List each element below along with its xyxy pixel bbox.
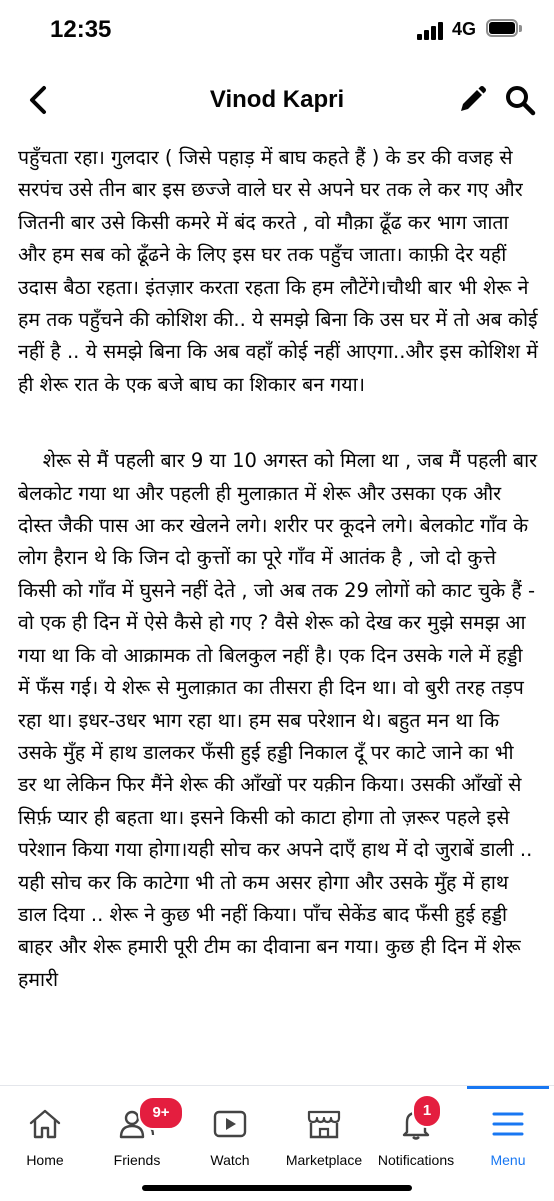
tab-label: Notifications bbox=[377, 1152, 455, 1168]
home-icon bbox=[27, 1106, 63, 1142]
status-bar bbox=[0, 0, 554, 62]
post-paragraph: शेरू से मैं पहली बार 9 या 10 अगस्त को मिला था , जब मैं पहली बार बेलकोट गया था और पहली ही मुलाक़ात में शेरू और उसका एक और दोस्त जैकी पास आ कर खेलने लगे। शरीर पर कूदने लगे। बेलकोट गाँव के लोग हैरान थे कि जिन दो कुत्तों का पूरे गाँव में आतंक है , जो दो कुत्ते किसी को गाँव में घुसने नहीं देते , जो अब तक 29 लोगों को काट चुके हैं - वो एक ही दिन में ऐसे कैसे हो गए ? वैसे शेरू को देख कर मुझे समझ आ गया था कि वो आक्रामक तो बिलकुल नहीं है। एक दिन उसके गले में हड्डी में फँस गई। ये शेरू से मुलाक़ात का तीसरा ही दिन था। वो बुरी तरह तड़प रहा था। इधर-उधर भाग रहा था। हम सब परेशान थे। बहुत मन था कि उसके मुँह में हाथ डालकर फँसी हुई हड्डी निकाल दूँ पर काटे जाने का भी डर था लेकिन फिर मैंने शेरू की आँखों पर यक़ीन किया। उसकी आँखों से सिर्फ़ प्यार ही बहता था। इसने किसी को काटा होगा तो ज़रूर पहले इसे परेशान किया गया होगा।यही सोच कर अपने दाएँ हाथ में दो जुराबें डाली .. यही सोच कर कि काटेगा भी तो कम असर होगा और उसके मुँह में हाथ डाल दिया .. शेरू ने कुछ भी नहीं किया। पाँच सेकेंड बाद फँसी हुई हड्डी बाहर और शेरू हमारी पूरी टीम का दीवाना बन गया। कुछ ही दिन में शेरू हमारी bbox=[18, 449, 544, 991]
signal-icon bbox=[417, 22, 447, 40]
tab-notifications[interactable] bbox=[370, 1086, 462, 1181]
edit-button[interactable] bbox=[452, 80, 492, 120]
post-paragraph: पहुँचता रहा। गुलदार ( जिसे पहाड़ में बाघ कहते हैं ) के डर की वजह से सरपंच उसे तीन बार इस छज्जे वाले घर से अपने घर तक ले कर गए और जितनी बार उसे किसी कमरे में बंद करते , वो मौक़ा ढूँढ कर भाग जाता और हम सब को ढूँढने के लिए इस घर तक पहुँच जाता। काफ़ी देर यहीं उदास बैठा रहता। इंतज़ार करता रहता कि हम लौटेंगे।चौथी बार भी शेरू ने हम तक पहुँचने की कोशिश की.. ये समझे बिना कि उस घर में तो अब कोई नहीं है .. ये समझे बिना कि अब वहाँ कोई नहीं आएगा..और इस कोशिश में ही शेरू रात के एक बजे बाघ का शिकार बन गया। bbox=[18, 146, 538, 396]
tab-marketplace[interactable] bbox=[279, 1086, 369, 1181]
network-type: 4G bbox=[452, 19, 477, 39]
nav-header bbox=[0, 62, 554, 138]
tab-watch[interactable] bbox=[191, 1086, 269, 1181]
battery-icon bbox=[486, 19, 524, 39]
friends-badge: 9+ bbox=[138, 1096, 184, 1130]
status-time: 12:35 bbox=[50, 16, 112, 43]
home-indicator bbox=[142, 1185, 412, 1191]
tab-home[interactable] bbox=[6, 1086, 84, 1181]
tab-label: Watch bbox=[210, 1152, 250, 1168]
pencil-icon bbox=[457, 85, 487, 115]
tab-menu[interactable] bbox=[469, 1086, 547, 1181]
tab-label: Menu bbox=[490, 1152, 526, 1168]
menu-icon bbox=[490, 1106, 526, 1142]
watch-icon bbox=[212, 1106, 248, 1142]
bottom-tab-bar bbox=[0, 1085, 554, 1201]
post-content bbox=[18, 138, 544, 1068]
tab-friends[interactable] bbox=[98, 1086, 176, 1181]
search-icon bbox=[504, 84, 536, 116]
notifications-badge: 1 bbox=[412, 1094, 442, 1128]
marketplace-icon bbox=[306, 1106, 342, 1142]
page-title: Vinod Kapri bbox=[209, 86, 345, 113]
tab-label: Home bbox=[26, 1152, 64, 1168]
tab-label: Marketplace bbox=[285, 1152, 363, 1168]
search-button[interactable] bbox=[500, 80, 540, 120]
tab-label: Friends bbox=[113, 1152, 161, 1168]
